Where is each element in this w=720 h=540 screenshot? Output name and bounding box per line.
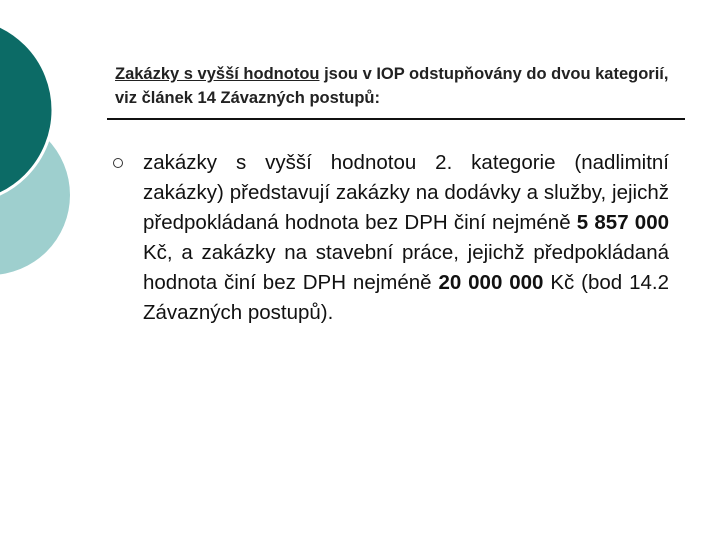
- bullet-text-part-1: zakázky s vyšší hodnotou 2. kategorie (nadlimitní zakázky) představují zakázky na dodávky a služby, jejichž předpokládaná hodnota bez DPH činí nejméně: [143, 151, 669, 234]
- bullet-text-part-3: Kč (bod 14.2 Závazných postupů).: [143, 271, 669, 324]
- title-underlined-part: Zakázky s vyšší hodnotou: [115, 65, 320, 83]
- bullet-item: [113, 148, 673, 328]
- title-rest: jsou v IOP odstupňovány do dvou kategorií, viz článek 14 Závazných postupů:: [115, 65, 669, 107]
- decorative-circles: [0, 0, 80, 300]
- bullet-circle-icon: [113, 158, 123, 168]
- amount-construction: 20 000 000: [438, 271, 544, 294]
- amount-supplies-services: 5 857 000: [576, 211, 669, 234]
- title-divider: [107, 118, 685, 120]
- slide-title: [115, 62, 675, 110]
- bullet-text-part-2: Kč, a zakázky na stavební práce, jejichž předpokládaná hodnota činí bez DPH nejméně: [143, 241, 669, 294]
- bullet-text: [143, 148, 669, 328]
